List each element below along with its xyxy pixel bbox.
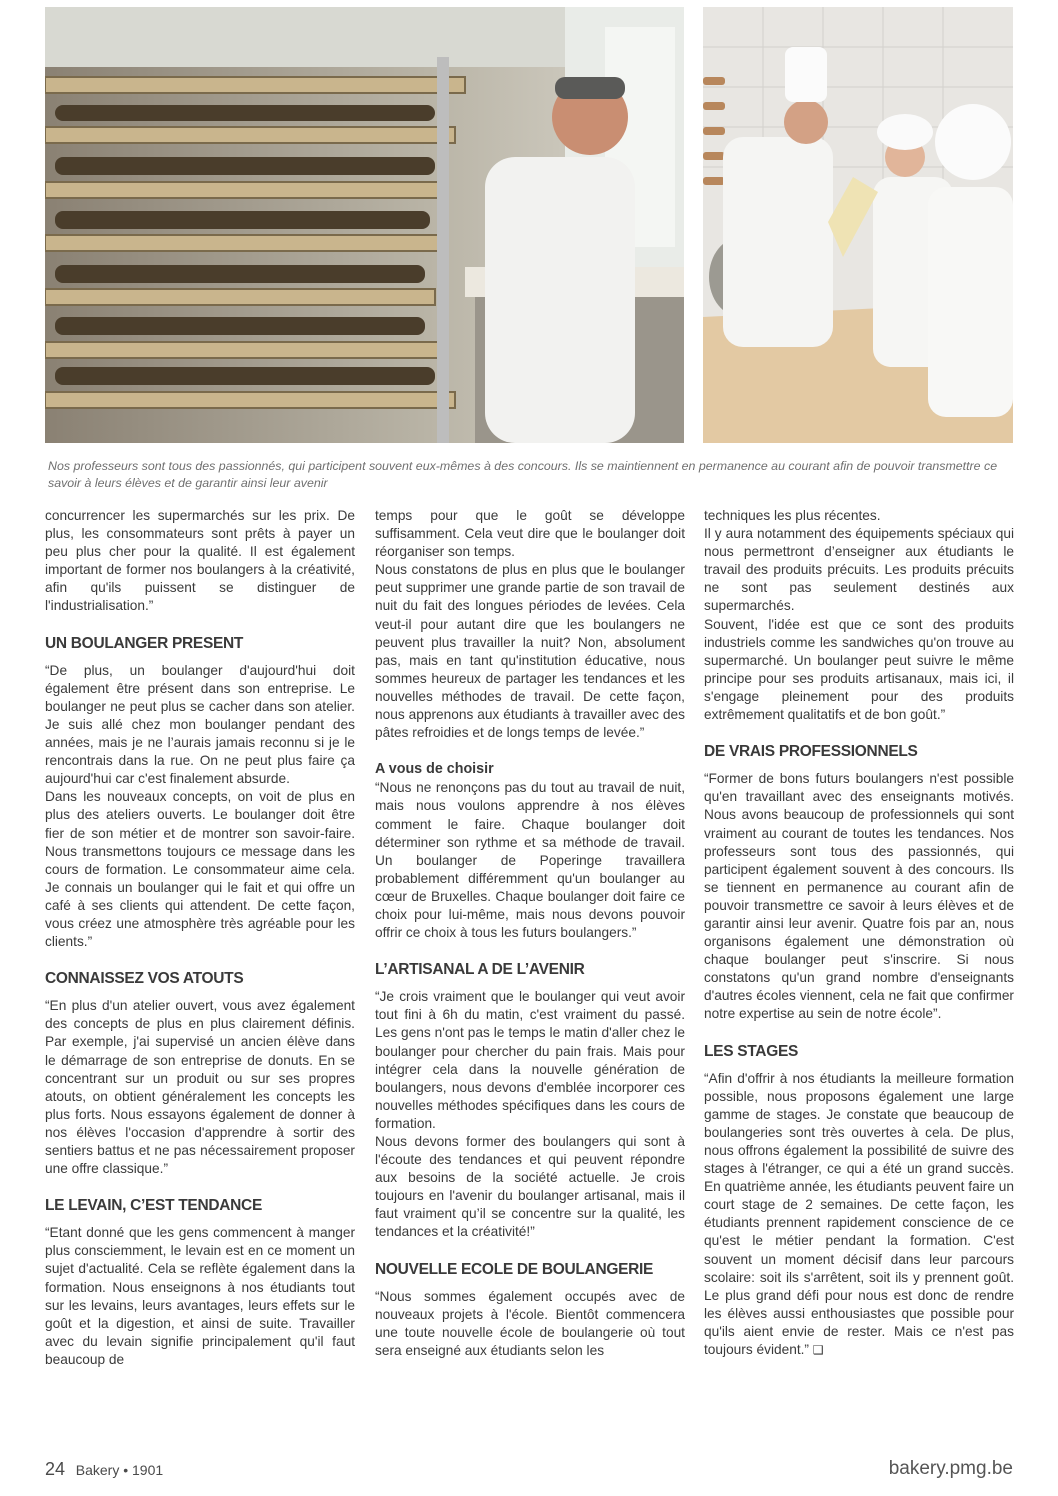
students-in-kitchen-illustration <box>703 7 1013 443</box>
subheading-a-vous-de-choisir: A vous de choisir <box>375 761 494 778</box>
page-number: 24 <box>45 1459 66 1479</box>
paragraph: “Nous sommes également occupés avec de nouveaux projets à l'école. Bientôt commencera une toute nouvelle école de boulangerie où tout sera enseigné aux étudiants selon les <box>375 1288 685 1358</box>
baker-with-rack-illustration <box>45 7 684 443</box>
magazine-issue: Bakery • 1901 <box>75 1462 164 1478</box>
paragraph: “En plus d'un atelier ouvert, vous avez également des concepts de plus en plus clairement définis. Par exemple, j'ai supervisé un ancien élève dans le démarrage de son entreprise de donuts. En se concentrant sur un produit ou sur ses propres atouts, on obtient généralement les concepts les plus forts. Nous essayons également de donner à nos élèves l'occasion d'apprendre à sortir des sentiers battus et ne pas nécessairement proposer une offre classique.” <box>45 998 355 1177</box>
paragraph: Nous constatons de plus en plus que le boulanger peut supprimer une grande partie de son travail de nuit du fait des longues périodes de levées. Cela veut-il pour autant dire que les boulangers ne peuvent plus travailler la nuit? Non, absolument pas, mais en tant qu'institution éducative, nous sommes heureux de partager les tendances et les nouvelles méthodes de travail. De cette façon, nous apprenons aux étudiants à travailler avec des pâtes refroidies et de longs temps de levée.” <box>375 562 685 741</box>
paragraph <box>704 1070 1014 1360</box>
text-column-1 <box>45 507 355 1369</box>
photo-caption: Nos professeurs sont tous des passionnés, qui participent souvent eux-mêmes à des concours. Ils se maintiennent en permanence au courant afin de pouvoir transmettre ce savoir à leurs élèves et de garantir ainsi leur avenir <box>48 459 998 490</box>
page-footer-left <box>45 1459 163 1480</box>
paragraph: Souvent, l'idée est que ce sont des produits industriels comme les sandwiches qu'on trouve au supermarché. Un boulanger peut suivre le même principe pour ses produits artisanaux, mais ici, il s'engage pleinement pour des produits extrêmement qualitatifs et de bon goût.” <box>704 616 1014 723</box>
end-of-article-square-icon: ❑ <box>812 1343 824 1358</box>
paragraph-text: “Afin d'offrir à nos étudiants la meilleure formation possible, nous proposons également une large gamme de stages. Je constate que beaucoup de boulangeries sont très ouvertes à cela. De plus, nous offrons également la possibilité de suivre des stages à l'étranger, ce qui a été un grand succès. En quatrième année, les étudiants peuvent faire un court stage de 2 semaines. De cette façon, les étudiants prennent rapidement conscience de ce qu'est le métier pendant la formation. C'est souvent un moment décisif dans leur parcours scolaire: soit ils s'arrêtent, soit ils y prennent goût. Le plus grand défi pour nous est donc de rendre les élèves aussi enthousiastes que possible pour qu'ils aient envie de rester. Mais ce n'est pas toujours évident.” <box>704 1070 1014 1358</box>
paragraph: concurrencer les supermarchés sur les prix. De plus, les consommateurs sont prêts à payer un peu plus cher pour la qualité. Il est également important de former nos boulangers à la créativité, afin qu'ils puissent se distinguer de l'industrialisation.” <box>45 508 355 614</box>
paragraph: “Etant donné que les gens commencent à manger plus consciemment, le levain est en ce moment un sujet d'actualité. Cela se reflète également dans la formation. Nous enseignons à nos étudiants tout sur les levains, leurs avantages, leurs effets sur le goût et la digestion, et ainsi de suite. Travailler avec du levain signifie principalement qu'il faut beaucoup de <box>45 1225 355 1367</box>
section-heading-les-stages: LES STAGES <box>704 1042 799 1060</box>
section-heading-connaissez-vos-atouts: CONNAISSEZ VOS ATOUTS <box>45 970 244 988</box>
baker-with-rack-photo <box>45 7 684 443</box>
paragraph: techniques les plus récentes. <box>704 508 881 523</box>
paragraph: Dans les nouveaux concepts, on voit de plus en plus des ateliers ouverts. Le boulanger doit être fier de son métier et de montrer son savoir-faire. Nous transmettons toujours ce message dans les cours de formation. Le consommateur aime cela. Je connais un boulanger qui le fait et qui offre un café à ses clients qui attendent. De cette façon, vous créez une atmosphère très agréable pour les clients.” <box>45 789 355 950</box>
paragraph: “De plus, un boulanger d'aujourd'hui doit également être présent dans son entreprise. Le boulanger ne peut plus se cacher dans son atelier. Je suis allé chez mon boulanger pendant des années, mais je ne l’aurais jamais reconnu si je le rencontrais dans la rue. On ne peut plus faire ça aujourd'hui car c'est finalement absurde. <box>45 662 355 787</box>
section-heading-le-levain: LE LEVAIN, C’EST TENDANCE <box>45 1197 262 1215</box>
paragraph: “Je crois vraiment que le boulanger qui veut avoir tout fini à 6h du matin, c'est vraiment du passé. Les gens n'ont pas le temps le matin d'aller chez le boulanger pour chercher du pain frais. Mais pour intégrer cela dans la nouvelle génération de boulangers, nous devons d'emblée incorporer ces nouvelles méthodes spécifiques dans les cours de formation. <box>375 989 685 1131</box>
paragraph: “Former de bons futurs boulangers n'est possible qu'en travaillant avec des enseignants motivés. Nous avons beaucoup de professionnels qui sont vraiment au courant de toutes les tendances. Nos professeurs sont tous des passionnés, qui participent également souvent à des concours. Ils se tiennent en permanence au courant afin de pouvoir transmettre ce savoir à leurs élèves et de garantir ainsi leur avenir. Quatre fois par an, nous organisons également une démonstration où chaque boulanger peut s'inscrire. Si nous constatons qu'un grand nombre d'enseignants d'autres écoles viennent, cela ne fait que confirmer notre expertise au sein de notre école”. <box>704 771 1014 1022</box>
paragraph: temps pour que le goût se développe suffisamment. Cela veut dire que le boulanger doit réorganiser son temps. <box>375 508 685 560</box>
website-url: bakery.pmg.be <box>888 1458 1013 1479</box>
students-in-kitchen-photo <box>703 7 1013 443</box>
section-heading-vrais-professionnels: DE VRAIS PROFESSIONNELS <box>704 743 918 761</box>
section-heading-un-boulanger-present: UN BOULANGER PRESENT <box>45 634 244 652</box>
text-column-3 <box>704 507 1014 1359</box>
section-heading-artisanal: L’ARTISANAL A DE L’AVENIR <box>375 961 585 979</box>
paragraph: Il y aura notamment des équipements spéciaux qui nous permettront d’enseigner aux étudiants le travail des produits précuits. Les produits précuits ne sont pas seulement destinés aux supermarchés. <box>704 526 1014 614</box>
paragraph: “Nous ne renonçons pas du tout au travail de nuit, mais nous voulons apprendre à nos élèves comment le faire. Chaque boulanger doit déterminer son rythme et sa méthode de travail. Un boulanger de Poperinge travaillera probablement différemment qu'un boulanger au cœur de Bruxelles. Chaque boulanger doit faire ce choix pour lui-même, mais nous devons pouvoir offrir ce choix à tous les futurs boulangers.” <box>375 780 685 941</box>
section-heading-nouvelle-ecole: NOUVELLE ECOLE DE BOULANGERIE <box>375 1260 654 1278</box>
text-column-2 <box>375 507 685 1360</box>
paragraph: Nous devons former des boulangers qui sont à l'écoute des tendances et qui peuvent répondre aux besoins de la société actuelle. Je crois toujours en l'avenir du boulanger artisanal, mais il faut vraiment qu’il se concentre sur la qualité, les tendances et la créativité!” <box>375 1134 685 1240</box>
